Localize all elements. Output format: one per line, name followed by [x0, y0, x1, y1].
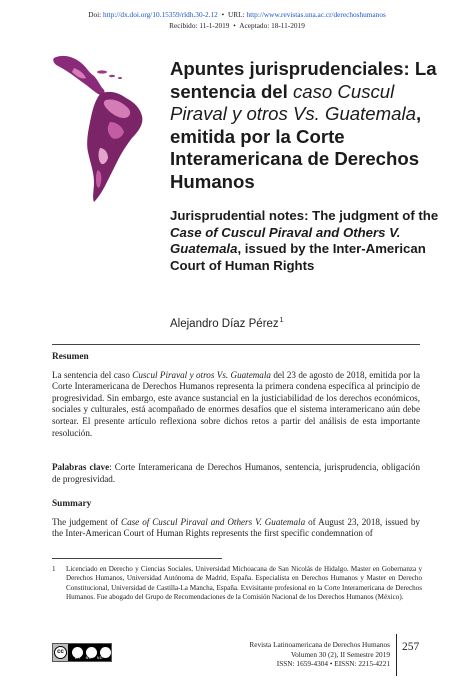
license-labels: [75, 656, 103, 660]
footnote-divider: [52, 558, 222, 559]
license-label-nc: NC: [85, 656, 92, 660]
author-footnote-mark[interactable]: 1: [279, 317, 284, 324]
title-es-part1: Apuntes jurisprudenciales: La sentencia del: [170, 58, 437, 102]
title-es-part3: , emitida por la Corte Interamericana de Derechos Humanos: [170, 103, 422, 192]
summary-text-start: The judgement of: [52, 516, 122, 527]
cc-icon: [53, 644, 68, 661]
bullet-separator: •: [233, 21, 236, 30]
keywords-label: Palabras clave: [52, 462, 110, 472]
author-byline: [170, 317, 284, 330]
doi-link[interactable]: http://dx.doi.org/10.15359/rldh.30-2.12: [103, 10, 218, 19]
article-metadata-header: [0, 9, 474, 31]
keywords-text: : Corte Interamericana de Derechos Humanos, sentencia, jurisprudencia, obligación de progresividad.: [52, 462, 420, 484]
resumen-heading: Resumen: [52, 352, 89, 362]
doi-url-line: [0, 9, 474, 20]
page-number: 257: [402, 641, 420, 653]
resumen-section: [52, 352, 420, 439]
article-title-spanish: [170, 58, 440, 194]
footnote: [52, 565, 422, 603]
resumen-text-rest: del 23 de agosto de 2018, emitida por la Corte Interamericana de Derechos Humanos representa la primera condena específica al principio de progresividad. Sin embargo, este avance sustancial en la justiciabilidad de los derechos económicos, sociales y culturales, está acompañado de enormes desafíos que el sistema interamericano aún debe sortear. El presente artículo reflexiona sobre dichos retos a partir del análisis de esta importante resolución.: [52, 369, 420, 438]
title-en-case-name: Case of Cuscul Piraval and Others V. Guatemala: [170, 224, 401, 257]
doi-label: Doi:: [88, 10, 102, 19]
journal-volume: Volumen 30 (2), II Semestre 2019: [290, 649, 390, 659]
summary-case-name: Case of Cuscul Piraval and Others V. Guatemala: [121, 516, 306, 527]
section-divider: [52, 344, 420, 345]
keywords-section: [52, 462, 420, 485]
resumen-case-name: Cuscul Piraval y otros Vs. Guatemala: [132, 369, 271, 380]
cc-icon-label: cc: [54, 646, 67, 659]
title-es-case-name: caso Cuscul Piraval y otros Vs. Guatemala: [170, 80, 416, 125]
journal-issn: ISSN: 1659-4304 • EISSN: 2215-4221: [276, 659, 390, 669]
author-name: Alejandro Díaz Pérez: [170, 318, 279, 330]
footnote-number: 1: [52, 565, 56, 573]
article-title-english: [170, 208, 442, 274]
summary-text: [52, 517, 420, 540]
title-en-part3: , issued by the Inter-American Court of Human Rights: [170, 241, 426, 273]
latin-america-map-logo: [50, 52, 145, 204]
resumen-text-start: La sentencia del caso: [52, 369, 133, 380]
license-label-nd: ND: [96, 656, 103, 660]
url-label: URL:: [228, 10, 245, 19]
dates-line: [0, 20, 474, 31]
license-label-by: BY: [75, 656, 81, 660]
accepted-date: Aceptado: 18-11-2019: [239, 21, 305, 30]
journal-url-link[interactable]: http://www.revistas.una.ac.cr/derechoshumanos: [246, 10, 386, 19]
bullet-separator: •: [221, 10, 225, 19]
journal-info: [200, 640, 390, 669]
footer-divider: [396, 634, 397, 676]
title-en-part1: Jurisprudential notes: The judgment of the: [170, 208, 439, 223]
resumen-text: [52, 370, 420, 440]
summary-heading: Summary: [52, 499, 92, 509]
summary-section: [52, 499, 420, 540]
journal-name: Revista Latinoamericana de Derechos Humanos: [249, 640, 390, 649]
received-date: Recibido: 11-1-2019: [169, 21, 230, 30]
footnote-text: Licenciado en Derecho y Ciencias Sociales, Universidad Michoacana de San Nicolás de Hidalgo. Master en Gobernanza y Derechos Humanos, Universidad Autónoma de Madrid, España. Especialista en Derechos Humanos y Master en Derecho Constitucional, Universidad de Castilla-La Mancha, España. Exvisitante profesional en la Corte Interamericana de Derechos Humanos. Fue abogado del Grupo de Recomendaciones de la Comisión Nacional de los Derechos Humanos (México).: [66, 565, 422, 602]
summary-text-rest: of August 23, 2018, issued by the Inter-American Court of Human Rights represents the first specific condemnation of: [52, 516, 420, 539]
